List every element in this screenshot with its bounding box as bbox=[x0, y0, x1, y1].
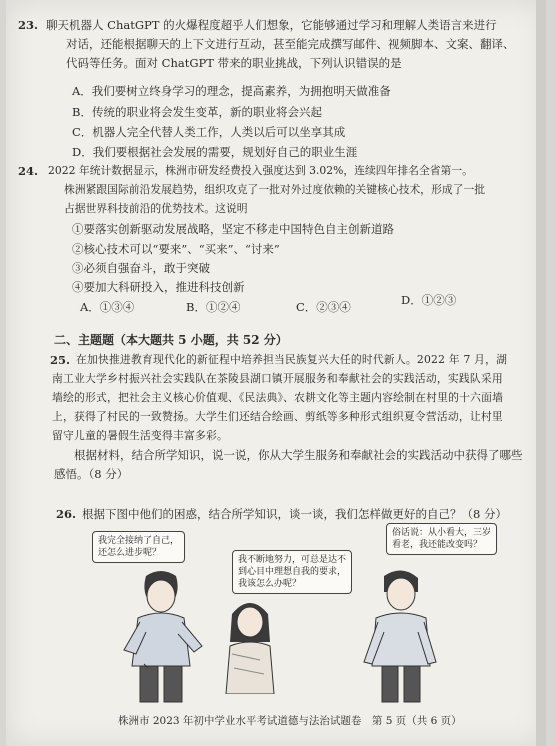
q24-number: 24. bbox=[18, 164, 39, 178]
bubble-left-line-1: 我完全接纳了自己， bbox=[98, 536, 180, 546]
q25-number: 25. bbox=[50, 353, 71, 367]
q26-prompt: 根据下图中他们的困惑，结合所学知识，谈一谈，我们怎样做更好的自己？（8 分） bbox=[82, 507, 507, 521]
q23-line-1: 聊天机器人 ChatGPT 的火爆程度超乎人们想象，它能够通过学习和理解人类语言来进行 bbox=[46, 18, 497, 32]
bubble-middle bbox=[232, 550, 352, 594]
boy-left-figure bbox=[106, 566, 216, 706]
q24-choice-a: A．①③④ bbox=[80, 300, 135, 314]
bubble-left-line-2: 还怎么进步呢？ bbox=[98, 548, 162, 558]
q23-option-c: C．机器人完全代替人类工作，人类以后可以坐享其成 bbox=[72, 125, 346, 139]
q24-choice-b: B．①②④ bbox=[186, 300, 241, 314]
q23-number: 23. bbox=[18, 18, 39, 32]
q25-line-1: 在加快推进教育现代化的新征程中培养担当民族复兴大任的时代新人。2022 年 7 月，湖 bbox=[76, 353, 508, 366]
q23-line-2: 对话，还能根据聊天的上下文进行互动，甚至能完成撰写邮件、视频脚本、文案、翻译、 bbox=[66, 37, 515, 51]
q23-option-a: A．我们要树立终身学习的理念，提高素养，为拥抱明天做准备 bbox=[72, 84, 391, 98]
page-edge bbox=[536, 0, 546, 746]
q23-line-3: 代码等任务。面对 ChatGPT 带来的职业挑战，下列认识错误的是 bbox=[66, 56, 402, 70]
section-title: 二、主题题（本大题共 5 小题，共 52 分） bbox=[54, 333, 288, 347]
q24-line-2: 株洲紧跟国际前沿发展趋势，组织攻克了一批对外过度依赖的关键核心技术，形成了一批 bbox=[64, 183, 486, 196]
q25-line-3: 墙绘的形式，把社会主义核心价值观、《民法典》、农耕文化等主题内容绘制在村里的十六面墙 bbox=[52, 391, 504, 404]
q23-option-b: B．传统的职业将会发生变革，新的职业将会兴起 bbox=[72, 105, 322, 119]
bubble-right-line-1: 俗话说：从小看大，三岁 bbox=[392, 528, 492, 538]
q23-option-d: D．我们要根据社会发展的需要，规划好自己的职业生涯 bbox=[72, 145, 358, 159]
q24-line-1: 2022 年统计数据显示，株洲市研发经费投入强度达到 3.02%，连续四年排名全省第一。 bbox=[48, 164, 473, 177]
boy-right-figure bbox=[356, 566, 446, 706]
page-footer: 株洲市 2023 年初中学业水平考试道德与法治试题卷 第 5 页（共 6 页） bbox=[118, 715, 462, 727]
bubble-right-line-2: 看老，我还能改变吗？ bbox=[392, 540, 483, 550]
q24-statement-1: ①要落实创新驱动发展战略，坚定不移走中国特色自主创新道路 bbox=[72, 222, 394, 236]
bubble-left bbox=[92, 531, 185, 563]
bubble-middle-line-1: 我不断地努力，可总是达不 bbox=[238, 555, 347, 565]
q24-statement-4: ④要加大科研投入，推进科技创新 bbox=[72, 280, 245, 294]
q24-line-3: 占据世界科技前沿的优势技术。这说明 bbox=[64, 202, 248, 215]
q25-line-7: 感悟。（8 分） bbox=[54, 467, 129, 481]
q25-line-2: 南工业大学乡村振兴社会实践队在茶陵县湖口镇开展服务和奉献社会的实践活动，实践队采用 bbox=[52, 372, 503, 385]
exam-page bbox=[6, 0, 546, 746]
bubble-middle-line-2: 到心目中理想自我的要求， bbox=[238, 567, 347, 577]
q25-line-4: 上，获得了村民的一致赞扬。大学生们还结合绘画、剪纸等多种形式组织夏令营活动，让村里 bbox=[52, 410, 503, 423]
q24-choice-c: C．②③④ bbox=[296, 300, 351, 314]
q24-choice-d: D．①②③ bbox=[401, 293, 457, 307]
bubble-middle-line-3: 我该怎么办呢？ bbox=[238, 579, 302, 589]
q26-number: 26. bbox=[56, 507, 77, 521]
bubble-right bbox=[386, 523, 497, 555]
q24-statement-2: ②核心技术可以“要来”、“买来”、“讨来” bbox=[72, 242, 280, 256]
q25-line-5: 留守儿童的暑假生活变得丰富多彩。 bbox=[52, 429, 228, 442]
girl-figure bbox=[220, 594, 280, 694]
q24-statement-3: ③必须自强奋斗，敢于突破 bbox=[72, 261, 210, 275]
q25-line-6: 根据材料，结合所学知识，说一说，你从大学生服务和奉献社会的实践活动中获得了哪些 bbox=[74, 448, 523, 462]
